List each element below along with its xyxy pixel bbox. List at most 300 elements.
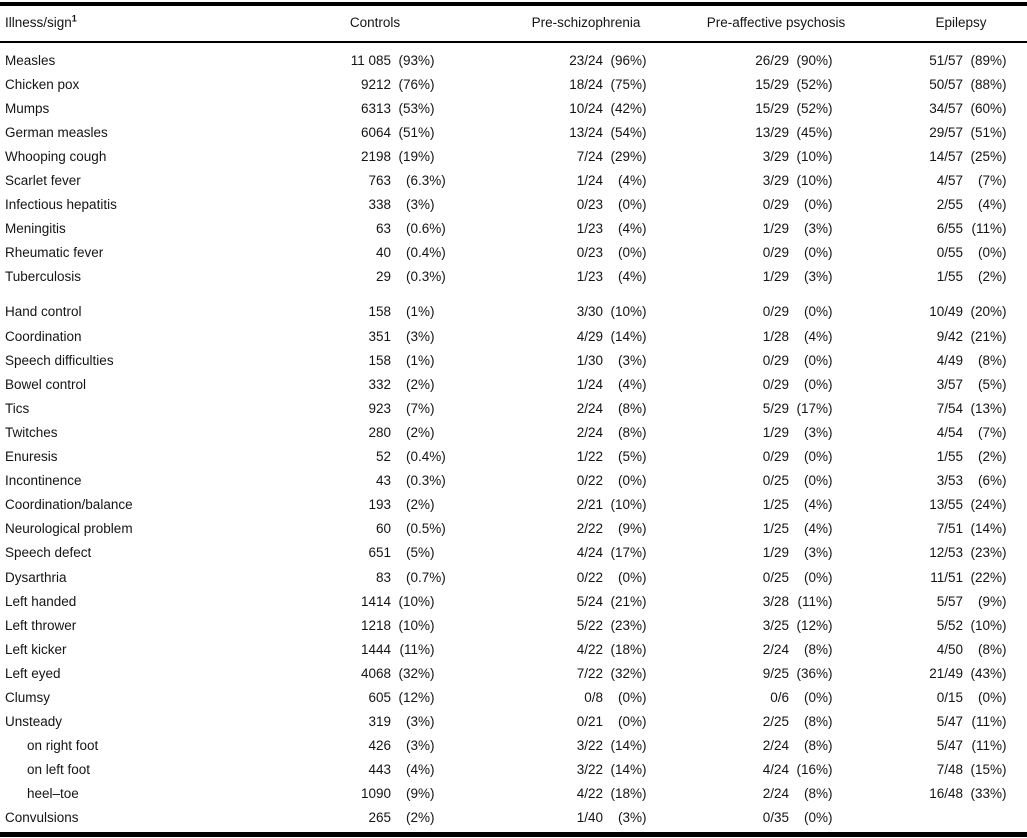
table-row [5,806,1022,830]
row-label: Tics [5,400,30,416]
table-header-row [0,8,1027,38]
cell-percent: (4 [803,497,816,513]
cell-pre-schizophrenia [450,353,662,368]
cell-controls [307,269,450,284]
cell-percent-tail: %) [816,569,833,585]
cell-pre-affective-psychosis [662,762,848,777]
cell-count: 5/29 [762,400,789,416]
table-row [5,120,1022,144]
cell-percent-tail: %) [816,689,833,705]
cell-percent: (10 [610,497,630,513]
cell-count: 4/50 [936,641,963,657]
cell-count: 26/29 [755,52,789,68]
row-label: Mumps [5,100,50,116]
cell-percent-tail: %) [816,304,833,320]
cell-percent: (0 [405,449,418,465]
cell-percent-tail: .6%) [418,221,446,237]
cell-count: 4/22 [576,641,603,657]
cell-percent-tail: %) [990,641,1007,657]
cell-pre-schizophrenia [450,545,662,560]
cell-percent: (0 [617,569,630,585]
cell-count: 43 [375,473,391,489]
cell-count: 1/25 [762,497,789,513]
cell-pre-schizophrenia [450,53,662,68]
cell-count: 1/29 [762,269,789,285]
cell-count: 351 [368,328,391,344]
cell-epilepsy [848,762,1022,777]
cell-epilepsy [848,101,1022,116]
cell-percent-tail: %) [990,762,1007,778]
cell-percent-tail: %) [990,449,1007,465]
cell-count: 63 [375,221,391,237]
table-row [5,217,1022,241]
cell-percent-tail: %) [630,328,647,344]
row-label: Tuberculosis [5,269,82,285]
cell-percent-tail: %) [630,52,647,68]
cell-percent: (11 [971,738,990,754]
table-row [5,48,1022,72]
cell-percent: (32 [398,665,418,681]
cell-pre-schizophrenia [450,77,662,92]
cell-percent: (8 [803,714,816,730]
column-header-controls: Controls [349,15,401,30]
cell-percent-tail: %) [630,689,647,705]
cell-percent: (3 [405,738,418,754]
cell-pre-schizophrenia [450,521,662,536]
cell-percent: (6 [405,173,418,189]
table-bottom-rule [0,832,1027,837]
cell-pre-affective-psychosis [662,269,848,284]
cell-percent-tail: %) [990,52,1007,68]
cell-percent-tail: %) [630,738,647,754]
cell-controls [307,762,450,777]
cell-percent: (19 [398,148,418,164]
cell-epilepsy [848,521,1022,536]
cell-pre-affective-psychosis [662,594,848,609]
row-label: Enuresis [5,449,58,465]
cell-percent-tail: %) [990,593,1007,609]
table-row [5,469,1022,493]
cell-count: 21/49 [929,665,963,681]
cell-count: 13/29 [755,124,789,140]
cell-percent: (0 [803,689,816,705]
cell-count: 5/52 [936,617,963,633]
cell-count: 2/24 [762,786,789,802]
cell-count: 651 [368,545,391,561]
row-label: Left eyed [5,665,61,681]
cell-count: 34/57 [929,100,963,116]
cell-percent: (0 [617,689,630,705]
cell-percent-tail: %) [418,665,435,681]
table-row [5,710,1022,734]
cell-percent: (17 [610,545,630,561]
cell-pre-affective-psychosis [662,329,848,344]
cell-count: 2198 [360,148,391,164]
cell-controls [307,329,450,344]
row-label: Whooping cough [5,148,107,164]
cell-percent-tail: %) [816,738,833,754]
row-label: Hand control [5,304,82,320]
cell-percent-tail: %) [990,304,1007,320]
cell-pre-affective-psychosis [662,377,848,392]
cell-controls [307,245,450,260]
cell-percent: (42 [610,100,630,116]
cell-controls [307,101,450,116]
row-label: Neurological problem [5,521,133,537]
cell-pre-affective-psychosis [662,425,848,440]
cell-count: 5/47 [936,738,963,754]
cell-percent-tail: %) [990,714,1007,730]
cell-pre-affective-psychosis [662,125,848,140]
cell-controls [307,449,450,464]
cell-percent: (43 [970,665,990,681]
cell-percent-tail: %) [816,593,833,609]
cell-count: 3/53 [936,473,963,489]
cell-pre-schizophrenia [450,101,662,116]
cell-percent: (4 [803,521,816,537]
cell-controls [307,473,450,488]
row-label: German measles [5,124,108,140]
cell-percent: (54 [610,124,630,140]
cell-count: 1/23 [576,221,603,237]
cell-percent-tail: %) [990,665,1007,681]
cell-percent: (3 [803,221,816,237]
cell-percent-tail: %) [816,245,833,261]
cell-percent-tail: %) [630,810,647,826]
cell-percent: (14 [610,328,630,344]
cell-controls [307,149,450,164]
cell-percent: (14 [610,762,630,778]
cell-percent-tail: .4%) [418,245,446,261]
cell-count: 1/29 [762,221,789,237]
cell-count: 0/29 [762,197,789,213]
cell-pre-affective-psychosis [662,570,848,585]
cell-count: 923 [368,400,391,416]
cell-percent: (0 [803,473,816,489]
cell-percent: (14 [970,521,990,537]
cell-percent-tail: %) [630,376,647,392]
cell-count: 0/15 [936,689,963,705]
cell-percent-tail: .7%) [418,569,446,585]
cell-percent: (11 [971,221,990,237]
cell-count: 50/57 [929,76,963,92]
cell-pre-affective-psychosis [662,77,848,92]
cell-count: 4/54 [936,424,963,440]
cell-count: 338 [368,197,391,213]
cell-epilepsy [848,53,1022,68]
cell-pre-schizophrenia [450,473,662,488]
row-label: Coordination/balance [5,497,133,513]
cell-count: 1/25 [762,521,789,537]
cell-pre-schizophrenia [450,594,662,609]
cell-controls [307,304,450,319]
cell-percent: (18 [610,786,630,802]
cell-percent-tail: %) [418,376,435,392]
column-header-illness-sign [5,8,77,38]
cell-percent: (8 [617,424,630,440]
row-label: Twitches [5,424,58,440]
cell-percent-tail: %) [630,497,647,513]
cell-percent-tail: %) [990,76,1007,92]
row-label: on right foot [27,738,99,754]
cell-percent: (0 [803,810,816,826]
cell-pre-affective-psychosis [662,497,848,512]
cell-percent-tail: %) [630,304,647,320]
cell-count: 0/23 [576,197,603,213]
cell-percent: (33 [970,786,990,802]
cell-count: 11 085 [350,52,391,68]
cell-percent: (9 [617,521,630,537]
cell-controls [307,53,450,68]
cell-count: 158 [368,352,391,368]
cell-pre-schizophrenia [450,690,662,705]
cell-pre-affective-psychosis [662,714,848,729]
table-row [5,758,1022,782]
cell-percent: (20 [970,304,990,320]
cell-pre-schizophrenia [450,570,662,585]
cell-count: 5/47 [936,714,963,730]
cell-percent-tail: %) [990,245,1007,261]
row-label: Scarlet fever [5,173,81,189]
cell-epilepsy [848,245,1022,260]
cell-percent: (1 [405,304,418,320]
cell-percent: (13 [970,400,990,416]
table-row [5,734,1022,758]
table-row [5,193,1022,217]
table-row [5,685,1022,709]
cell-percent: (3 [405,328,418,344]
cell-percent-tail: %) [418,424,435,440]
cell-count: 1/29 [762,424,789,440]
cell-count: 12/53 [929,545,963,561]
cell-count: 13/24 [569,124,603,140]
cell-percent-tail: %) [816,197,833,213]
cell-epilepsy [848,77,1022,92]
cell-count: 426 [368,738,391,754]
cell-percent: (10 [398,617,418,633]
cell-percent: (5 [405,545,418,561]
cell-percent-tail: %) [816,617,833,633]
cell-count: 52 [375,449,391,465]
cell-controls [307,618,450,633]
cell-epilepsy [848,401,1022,416]
table-row [5,96,1022,120]
cell-pre-affective-psychosis [662,197,848,212]
row-label: Convulsions [5,810,79,826]
cell-controls [307,738,450,753]
cell-pre-affective-psychosis [662,401,848,416]
table-top-rule [0,2,1027,6]
cell-percent: (4 [977,197,990,213]
cell-percent: (53 [398,100,418,116]
cell-percent: (3 [803,269,816,285]
row-label: Left handed [5,593,77,609]
cell-epilepsy [848,666,1022,681]
cell-epilepsy [848,329,1022,344]
cell-count: 16/48 [929,786,963,802]
cell-count: 15/29 [755,100,789,116]
cell-percent-tail: %) [418,810,435,826]
table-row [5,372,1022,396]
cell-count: 9212 [360,76,391,92]
cell-percent-tail: %) [630,641,647,657]
cell-controls [307,666,450,681]
cell-epilepsy [848,125,1022,140]
cell-percent: (4 [617,221,630,237]
cell-percent-tail: %) [816,521,833,537]
cell-percent-tail: %) [990,148,1007,164]
cell-epilepsy [848,353,1022,368]
cell-pre-affective-psychosis [662,173,848,188]
cell-count: 7/51 [936,521,963,537]
cell-percent: (3 [405,197,418,213]
cell-count: 15/29 [755,76,789,92]
cell-percent-tail: %) [816,221,833,237]
cell-epilepsy [848,449,1022,464]
cell-percent: (15 [970,762,990,778]
cell-percent-tail: %) [990,424,1007,440]
cell-percent-tail: %) [990,738,1007,754]
cell-count: 1444 [360,641,391,657]
column-header-pre-schizophrenia: Pre-schizophrenia [531,15,641,30]
cell-percent-tail: %) [816,100,833,116]
cell-percent-tail: %) [418,352,435,368]
cell-percent: (22 [970,569,990,585]
row-label: on left foot [27,762,91,778]
cell-percent-tail: %) [816,665,833,681]
cell-pre-schizophrenia [450,401,662,416]
cell-percent-tail: %) [418,124,435,140]
cell-count: 4/24 [762,762,789,778]
cell-percent-tail: %) [630,269,647,285]
cell-pre-affective-psychosis [662,353,848,368]
row-label: Infectious hepatitis [5,197,117,213]
cell-count: 5/24 [576,593,603,609]
cell-percent-tail: .3%) [418,173,446,189]
cell-percent-tail: %) [630,221,647,237]
cell-count: 4/24 [576,545,603,561]
cell-percent-tail: %) [630,197,647,213]
cell-pre-schizophrenia [450,269,662,284]
cell-count: 2/21 [576,497,603,513]
cell-percent: (0 [617,245,630,261]
table-row [5,144,1022,168]
cell-pre-schizophrenia [450,149,662,164]
table-row [5,168,1022,192]
cell-controls [307,221,450,236]
cell-percent: (90 [796,52,816,68]
cell-percent: (76 [398,76,418,92]
cell-percent-tail: %) [816,641,833,657]
cell-percent: (23 [970,545,990,561]
cell-controls [307,594,450,609]
cell-pre-schizophrenia [450,173,662,188]
cell-percent: (8 [803,738,816,754]
cell-count: 2/24 [576,424,603,440]
cell-percent: (9 [405,786,418,802]
cell-pre-affective-psychosis [662,304,848,319]
cell-count: 5/57 [936,593,963,609]
cell-percent: (0 [803,569,816,585]
cell-count: 2/55 [936,197,963,213]
cell-count: 83 [375,569,391,585]
cell-percent: (14 [610,738,630,754]
cell-pre-schizophrenia [450,245,662,260]
cell-pre-affective-psychosis [662,473,848,488]
cell-epilepsy [848,690,1022,705]
table-row [5,565,1022,589]
cell-controls [307,690,450,705]
cell-percent-tail: %) [630,521,647,537]
row-label: Speech defect [5,545,92,561]
cell-percent-tail: %) [816,714,833,730]
cell-epilepsy [848,473,1022,488]
table-row [5,517,1022,541]
cell-percent: (5 [977,376,990,392]
cell-percent: (29 [610,148,630,164]
table-row [5,72,1022,96]
cell-percent: (2 [405,376,418,392]
cell-percent-tail: %) [418,400,435,416]
cell-percent-tail: .5%) [418,521,446,537]
cell-percent-tail: %) [990,786,1007,802]
cell-percent: (88 [970,76,990,92]
cell-count: 1/23 [576,269,603,285]
cell-percent-tail: %) [418,100,435,116]
cell-count: 0/35 [762,810,789,826]
cell-percent-tail: %) [990,100,1007,116]
cell-count: 10/49 [929,304,963,320]
cell-percent-tail: %) [816,497,833,513]
cell-percent: (3 [803,424,816,440]
cell-count: 1/55 [936,269,963,285]
cell-percent-tail: %) [816,424,833,440]
cell-count: 6/55 [936,221,963,237]
cell-percent: (0 [803,304,816,320]
cell-percent: (32 [610,665,630,681]
cell-percent: (3 [617,810,630,826]
cell-percent: (9 [977,593,990,609]
cell-percent-tail: %) [816,269,833,285]
cell-percent-tail: %) [418,304,435,320]
cell-count: 1/24 [576,173,603,189]
cell-percent-tail: %) [816,352,833,368]
cell-count: 0/6 [770,689,789,705]
cell-count: 60 [375,521,391,537]
cell-count: 4/49 [936,352,963,368]
cell-percent-tail: %) [990,617,1007,633]
cell-percent: (8 [803,641,816,657]
cell-percent-tail: %) [990,497,1007,513]
table-row [5,661,1022,685]
cell-count: 0/29 [762,245,789,261]
cell-percent-tail: %) [990,473,1007,489]
cell-pre-schizophrenia [450,197,662,212]
cell-percent: (10 [796,173,816,189]
cell-percent-tail: %) [816,52,833,68]
cell-epilepsy [848,269,1022,284]
cell-count: 2/22 [576,521,603,537]
cell-pre-affective-psychosis [662,449,848,464]
cell-count: 3/28 [762,593,789,609]
cell-percent-tail: %) [630,124,647,140]
row-label: Left thrower [5,617,77,633]
cell-controls [307,377,450,392]
cell-percent: (10 [610,304,630,320]
cell-percent: (0 [803,449,816,465]
cell-count: 265 [368,810,391,826]
table-row [5,300,1022,324]
